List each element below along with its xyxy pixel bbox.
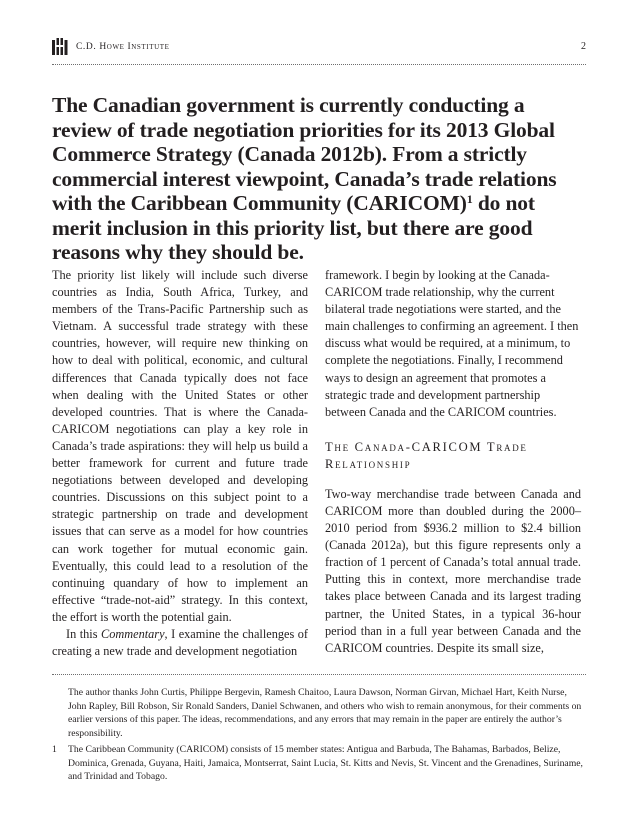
page-header [52,38,586,58]
footnote-marker: 1 [52,743,57,755]
body-column-left [52,267,308,660]
lead-text-end: do not merit inclusion in this priority list, but there are good reasons why they should be. [52,191,535,264]
cd-howe-logo-icon [52,38,68,56]
section-heading: The Canada-CARICOM Trade Relationship [325,439,528,472]
footnotes [52,686,586,786]
lead-paragraph [52,93,562,265]
body-column-right [325,267,581,657]
body-paragraph: framework. I begin by looking at the Canada-CARICOM trade relationship, why the current bilateral trade negotiations were started, and the main challenges to confirming an agreement. I then discuss what would be required, at a minimum, to complete the negotiations. Finally, I recommend ways to design an agreement that promotes a strategic trade and development partnership between Canada and the CARICOM countries. [325,268,579,419]
footnote-divider [52,674,586,675]
page-number: 2 [581,41,586,52]
acknowledgement-note: The author thanks John Curtis, Philippe Bergevin, Ramesh Chaitoo, Laura Dawson, Norman Girvan, Michael Hart, Keith Nurse, John Rapley, Bill Robson, Sir Ronald Sanders, Daniel Schwanen, and others who wish to remain anonymous, for their comments on earlier versions of this paper. The ideas, recommendations, and any errors that may remain in the paper are entirely the author’s responsibility. [68,687,582,740]
header-divider [52,64,586,65]
commentary-italic: Commentary [101,626,165,641]
body-paragraph: In this Commentary, I examine the challenges of creating a new trade and development negotiation [52,626,308,659]
body-paragraph: The priority list likely will include such diverse countries as India, South Africa, Turkey, and members of the Trans-Pacific Partnership such as Vietnam. A successful trade strategy with these countries, however, will require new thinking on how to deal with political, economic, and cultural differences that Canada typically does not face when dealing with the United States or other developed countries. That is where the Canada-CARICOM negotiations can play a key role in Canada’s trade aspirations: they will help us build a better framework for current and future trade negotiations between developed and developing countries. Discussions on this subject point to a strategic partnership on trade and development issues that can serve as a model for how countries can work together for mutual economic gain. Eventually, this could lead to a resolution of the continuing quandary of how to implement an effective “trade-not-aid” strategy. In this context, the effort is worth the potential gain. [52,268,308,624]
org-name: C.D. Howe Institute [76,42,170,52]
footnote-1: 1 The Caribbean Community (CARICOM) consists of 15 member states: Antigua and Barbuda, The Bahamas, Barbados, Belize, Dominica, Grenada, Guyana, Haiti, Jamaica, Montserrat, Saint Lucia, St. Kitts and Nevis, St. Vincent and the Grenadines, Suriname, and Trinidad and Tobago. [52,743,583,783]
lead-text: The Canadian government is currently conducting a review of trade negotiation priorities for its 2013 Global Commerce Strategy (Canada 2012b). From a strictly commercial interest viewpoint, Canada’s trade relations with the Caribbean Community (CARICOM) [52,93,557,215]
footnote-ref-1: 1 [466,192,473,206]
body-paragraph: Two-way merchandise trade between Canada and CARICOM more than doubled during the 2000–2010 period from $936.2 million to $2.4 billion (Canada 2012a), but this figure represents only a fraction of 1 percent of Canada’s total annual trade. Putting this in context, more merchandise trade takes place between Canada and its largest trading partner, the United States, in a typical 36-hour period than in a full year between Canada and the CARICOM countries. Despite its small size, [325,486,581,655]
